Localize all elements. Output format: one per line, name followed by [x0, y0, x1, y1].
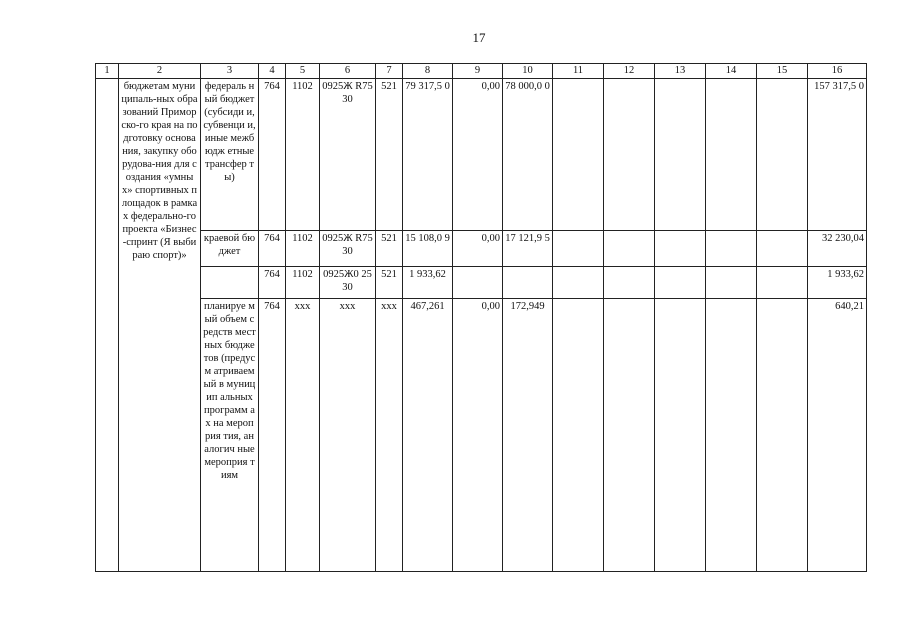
table-row [96, 231, 867, 267]
header-row [96, 64, 867, 79]
cell-col13 [655, 299, 706, 572]
cell-col10: 17 121,9 5 [503, 231, 553, 267]
cell-col14 [706, 79, 757, 231]
cell-col7: 521 [376, 267, 403, 299]
table-row [96, 267, 867, 299]
column-header: 4 [259, 64, 286, 79]
cell-col16: 157 317,5 0 [808, 79, 867, 231]
cell-col12 [604, 299, 655, 572]
cell-col15 [757, 79, 808, 231]
cell-col12 [604, 267, 655, 299]
column-header: 6 [320, 64, 376, 79]
cell-col7: ххх [376, 299, 403, 572]
cell-col11 [553, 299, 604, 572]
cell-col6: 0925Ж R7530 [320, 79, 376, 231]
table-row [96, 79, 867, 231]
column-header: 3 [201, 64, 259, 79]
cell-col6: ххх [320, 299, 376, 572]
column-header: 10 [503, 64, 553, 79]
column-header: 12 [604, 64, 655, 79]
cell-col14 [706, 299, 757, 572]
purpose-cell: бюджетам муниципаль-ных образований Приморско-го края на подготовку основания, закупку оборудова-ния для создания «умных» спортивных площадок в рамках федерально-го проекта «Бизнес-спринт (Я выбираю спорт)» [119, 79, 201, 572]
column-header: 11 [553, 64, 604, 79]
cell-col12 [604, 79, 655, 231]
cell-col5: ххх [286, 299, 320, 572]
cell-col5: 1102 [286, 79, 320, 231]
cell-col11 [553, 231, 604, 267]
cell-col9 [453, 267, 503, 299]
cell-col8: 467,261 [403, 299, 453, 572]
cell-col8: 79 317,5 0 [403, 79, 453, 231]
column-header: 1 [96, 64, 119, 79]
page-number: 17 [472, 30, 486, 45]
cell-col13 [655, 267, 706, 299]
column-header: 7 [376, 64, 403, 79]
column-header: 9 [453, 64, 503, 79]
cell-col4: 764 [259, 299, 286, 572]
cell-col10: 78 000,0 0 [503, 79, 553, 231]
column-header: 13 [655, 64, 706, 79]
column-header: 5 [286, 64, 320, 79]
cell-col8: 15 108,0 9 [403, 231, 453, 267]
cell-col15 [757, 267, 808, 299]
cell-col11 [553, 79, 604, 231]
column-header: 16 [808, 64, 867, 79]
cell-col6: 0925Ж R7530 [320, 231, 376, 267]
cell-col16: 640,21 [808, 299, 867, 572]
cell-col5: 1102 [286, 231, 320, 267]
cell-col10 [503, 267, 553, 299]
table-row [96, 299, 867, 572]
cell-col7: 521 [376, 79, 403, 231]
cell-col14 [706, 231, 757, 267]
cell-col15 [757, 231, 808, 267]
cell-col8: 1 933,62 [403, 267, 453, 299]
cell-col9: 0,00 [453, 299, 503, 572]
funding-source-cell: краевой бюджет [201, 231, 259, 267]
column-header: 8 [403, 64, 453, 79]
cell-col13 [655, 79, 706, 231]
cell-col12 [604, 231, 655, 267]
cell-col16: 1 933,62 [808, 267, 867, 299]
cell-col5: 1102 [286, 267, 320, 299]
cell-col14 [706, 267, 757, 299]
cell-col6: 0925Ж0 2530 [320, 267, 376, 299]
cell-col13 [655, 231, 706, 267]
cell-col1 [96, 79, 119, 572]
column-header: 15 [757, 64, 808, 79]
funding-source-cell [201, 267, 259, 299]
cell-col4: 764 [259, 79, 286, 231]
funding-source-cell: планируе мый объем средств местных бюджетов (предусм атриваем ый в муницип альных программ ах на мероприя тия, аналогич ные мероприя тиям [201, 299, 259, 572]
funding-source-cell: федераль ный бюджет (субсиди и, субвенци и, иные межбюдж етные трансфер ты) [201, 79, 259, 231]
cell-col9: 0,00 [453, 79, 503, 231]
cell-col4: 764 [259, 267, 286, 299]
cell-col9: 0,00 [453, 231, 503, 267]
budget-table [95, 63, 867, 572]
cell-col4: 764 [259, 231, 286, 267]
cell-col10: 172,949 [503, 299, 553, 572]
cell-col16: 32 230,04 [808, 231, 867, 267]
cell-col15 [757, 299, 808, 572]
cell-col11 [553, 267, 604, 299]
column-header: 2 [119, 64, 201, 79]
cell-col7: 521 [376, 231, 403, 267]
column-header: 14 [706, 64, 757, 79]
